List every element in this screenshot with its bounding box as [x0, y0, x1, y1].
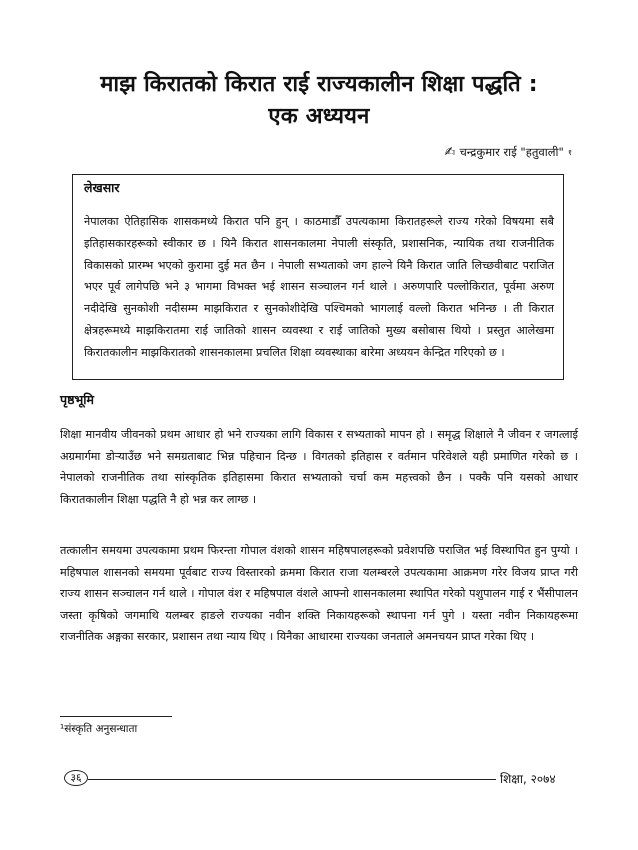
author-footnote-marker: १	[567, 148, 572, 157]
footnote: ¹संस्कृति अनुसन्धाता	[60, 723, 138, 735]
body-paragraph-1: शिक्षा मानवीय जीवनको प्रथम आधार हो भने राज्यका लागि विकास र सभ्यताको मापन हो । समृद्ध शिक्षाले नै जीवन र जगत्लाई अग्रमार्गमा डोऱ्याउँछ भने समग्रताबाट भिन्न पहिचान दिन्छ । विगतको इतिहास र वर्तमान परिवेशले यही प्रमाणित गरेको छ । नेपालको राजनीतिक तथा सांस्कृतिक इतिहासमा किरात सभ्यताको चर्चा कम महत्त्वको छैन । पक्कै पनि यसको आधार किरातकालीन शिक्षा पद्धति नै हो भन्न कर लाग्छ ।	[60, 428, 578, 506]
abstract-box	[72, 174, 564, 380]
body-paragraph-2: तत्कालीन समयमा उपत्यकामा प्रथम फिरन्ता गोपाल वंशको शासन महिषपालहरूको प्रवेशपछि पराजित भई विस्थापित हुन पुग्यो । महिषपाल शासनको समयमा पूर्वबाट राज्य विस्तारको क्रममा किरात राजा यलम्बरले उपत्यकामा आक्रमण गरेर विजय प्राप्त गरी राज्य शासन सञ्चालन गर्न थाले । गोपाल वंश र महिषपाल वंशले आफ्नो शासनकालमा स्थापित गरेको पशुपालन गाई र भैंसीपालन जस्ता कृषिको जगमाथि यलम्बर हाङले राज्यका नवीन शक्ति निकायहरूको स्थापना गर्न पुगे । यस्ता नवीन निकायहरूमा राजनीतिक अङ्गका सरकार, प्रशासन तथा न्याय थिए । यिनैका आधारमा राज्यका जनताले अमनचयन प्राप्त गरेका थिए ।	[60, 544, 578, 644]
section-heading-background: पृष्ठभूमि	[60, 392, 94, 407]
abstract-text: नेपालका ऐतिहासिक शासकमध्ये किरात पनि हुन् । काठमाडौँ उपत्यकामा किरातहरूले राज्य गरेको विषयमा सबै इतिहासकारहरूको स्वीकार छ । यिनै किरात शासनकालमा नेपाली संस्कृति, प्रशासनिक, न्यायिक तथा राजनीतिक विकासको प्रारम्भ भएको कुरामा दुई मत छैन । नेपाली सभ्यताको जग हाल्ने यिनै किरात जाति लिच्छवीबाट पराजित भएर पूर्व लागेपछि भने ३ भागमा विभक्त भई शासन सञ्चालन गर्न थाले । अरुणपारि पल्लोकिरात, पूर्वमा अरुण नदीदेखि सुनकोशी नदीसम्म माझकिरात र सुनकोशीदेखि पश्चिमको भागलाई वल्लो किरात भनिन्छ । ती किरात क्षेत्रहरूमध्ये माझकिरातमा राई जातिको शासन व्यवस्था र राई जातिको मुख्य बसोबास थियो । प्रस्तुत आलेखमा किरातकालीन माझकिरातको शासनकालमा प्रचलित शिक्षा व्यवस्थाका बारेमा अध्ययन केन्द्रित गरिएको छ ।	[84, 215, 554, 359]
footer-rule	[88, 779, 496, 780]
author-name: चन्द्रकुमार राई "हतुवाली"	[459, 145, 564, 159]
footnote-divider	[60, 716, 172, 717]
page-number: ३६	[64, 770, 88, 786]
author-byline	[445, 145, 572, 160]
article-title-line-1: माझ किरातको किरात राई राज्यकालीन शिक्षा पद्धति :	[100, 72, 538, 97]
article-title-line-2: एक अध्ययन	[268, 104, 370, 129]
pen-icon: ✍	[444, 145, 456, 160]
abstract-heading: लेखसार	[84, 180, 120, 195]
footer-journal-label: शिक्षा, २०७४	[500, 772, 556, 786]
